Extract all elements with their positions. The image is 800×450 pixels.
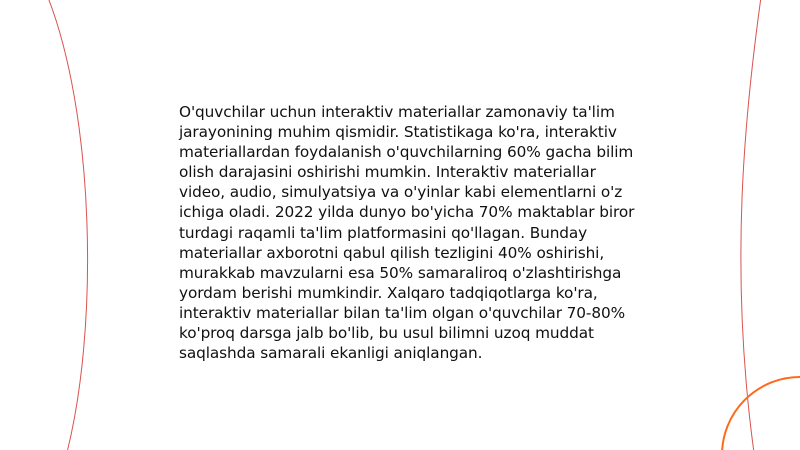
body-paragraph: O'quvchilar uchun interaktiv materiallar zamonaviy ta'lim jarayonining muhim qismidir. Statistikaga ko'ra, interaktiv materiallardan foydalanish o'quvchilarning 60% gacha bilim olish darajasini oshirishi mumkin. Interaktiv materiallar video, audio, simulyatsiya va o'yinlar kabi elementlarni o'z ichiga oladi. 2022 yilda dunyo bo'yicha 70% maktablar biror turdagi raqamli ta'lim platformasini qo'llagan. Bunday materiallar axborotni qabul qilish tezligini 40% oshirishi, murakkab mavzularni esa 50% samaraliroq o'zlashtirishga yordam berishi mumkindir. Xalqaro tadqiqotlarga ko'ra, interaktiv materiallar bilan ta'lim olgan o'quvchilar 70-80% ko'proq darsga jalb bo'lib, bu usul bilimni uzoq muddat saqlashda samarali ekanligi aniqlangan. [179,103,635,363]
orange-circle [722,377,800,450]
left-arc-line [45,0,88,450]
right-arc-line [741,0,762,450]
